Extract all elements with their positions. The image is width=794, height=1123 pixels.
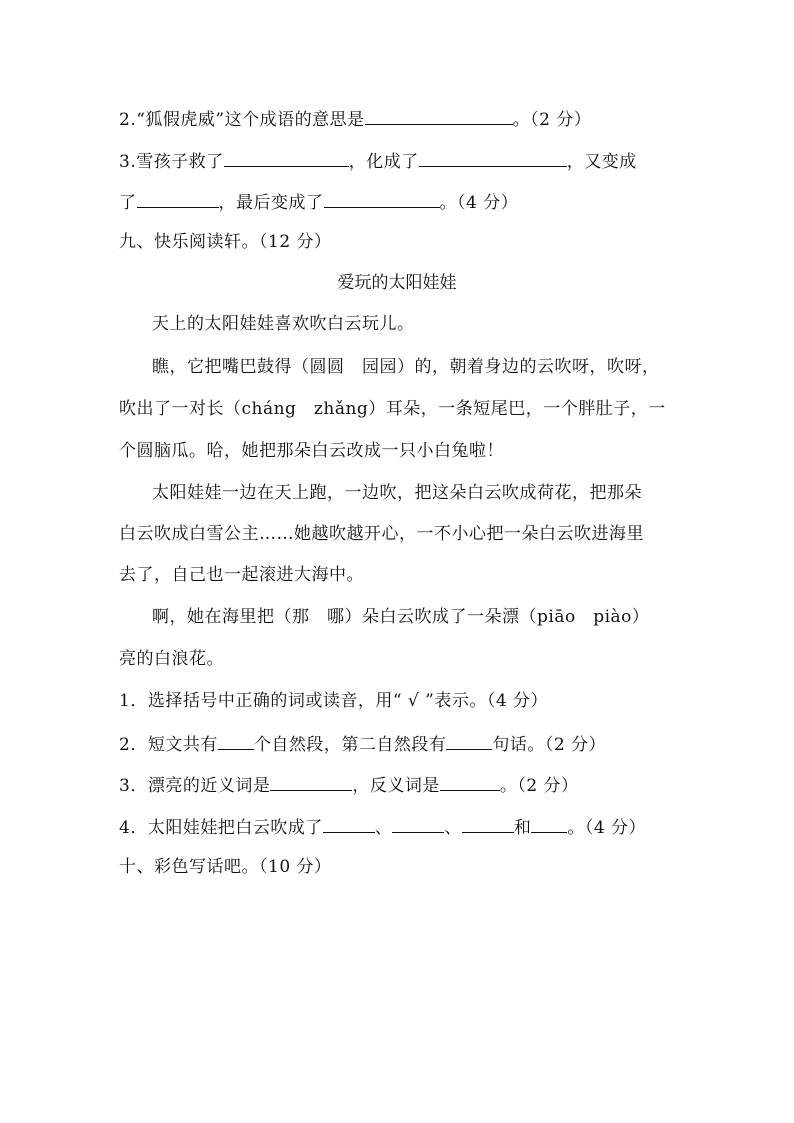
question-text: 3．漂亮的近义词是 (119, 776, 271, 796)
answer-blank[interactable] (392, 816, 444, 833)
reading-question-1: 1．选择括号中正确的词或读音，用“ √ ”表示。（4 分） (119, 691, 549, 711)
question-3-text: ，又变成 (566, 152, 637, 172)
passage-paragraph: 瞧，它把嘴巴鼓得（圆圆 园园）的，朝着身边的云吹呀，吹呀， (152, 357, 660, 377)
question-3-text: ，最后变成了 (218, 193, 324, 213)
question-text: 、 (374, 818, 393, 838)
passage-line: 白云吹成白雪公主……她越吹越开心，一不小心把一朵白云吹进海里 (119, 524, 644, 544)
question-text: ，反义词是 (352, 776, 440, 796)
answer-blank[interactable] (270, 774, 352, 791)
answer-blank[interactable] (323, 816, 375, 833)
passage-paragraph: 天上的太阳娃娃喜欢吹白云玩儿。 (152, 314, 415, 334)
question-2-text: 2.“狐假虎威”这个成语的意思是 (119, 110, 365, 130)
question-3-score: 。（4 分） (439, 193, 519, 213)
answer-blank[interactable] (218, 733, 254, 750)
answer-blank[interactable] (440, 774, 500, 791)
passage-line: 亮的白浪花。 (119, 649, 224, 669)
question-text: 2．短文共有 (119, 735, 218, 755)
section-9-heading: 九、快乐阅读轩。（12 分） (119, 232, 332, 252)
section-10-heading: 十、彩色写话吧。（10 分） (119, 857, 332, 877)
passage-line: 个圆脑瓜。哈，她把那朵白云改成一只小白兔啦！ (119, 441, 504, 461)
answer-blank[interactable] (365, 108, 513, 125)
question-text: 个自然段，第二自然段有 (253, 735, 447, 755)
question-text: 句话。（2 分） (492, 735, 607, 755)
passage-line: 去了，自己也一起滚进大海中。 (119, 565, 364, 585)
reading-question-3 (119, 774, 579, 796)
answer-blank[interactable] (137, 191, 219, 208)
question-3-text: 了 (119, 193, 137, 213)
question-3-line-1 (119, 150, 637, 172)
answer-blank[interactable] (531, 816, 567, 833)
reading-question-2 (119, 733, 606, 755)
answer-blank[interactable] (224, 150, 349, 167)
question-2-idiom (119, 108, 591, 130)
reading-question-4 (119, 816, 646, 838)
answer-blank[interactable] (462, 816, 514, 833)
passage-title: 爱玩的太阳娃娃 (337, 273, 457, 293)
question-3-line-2 (119, 191, 518, 213)
passage-line: 吹出了一对长（cháng zhǎng）耳朵，一条短尾巴，一个胖肚子，一 (119, 399, 666, 419)
passage-paragraph: 啊，她在海里把（那 哪）朵白云吹成了一朵漂（piāo piào） (152, 607, 650, 627)
question-text: 。（4 分） (567, 818, 647, 838)
question-2-score: 。（2 分） (512, 110, 592, 130)
question-3-text: 3.雪孩子救了 (119, 152, 224, 172)
question-text: 。（2 分） (499, 776, 579, 796)
question-text: 、 (444, 818, 462, 838)
answer-blank[interactable] (324, 191, 440, 208)
question-text: 4．太阳娃娃把白云吹成了 (119, 818, 323, 838)
answer-blank[interactable] (446, 733, 492, 750)
question-3-text: ，化成了 (348, 152, 419, 172)
answer-blank[interactable] (419, 150, 567, 167)
question-text: 和 (513, 818, 532, 838)
passage-paragraph: 太阳娃娃一边在天上跑，一边吹，把这朵白云吹成荷花，把那朵 (152, 483, 642, 503)
